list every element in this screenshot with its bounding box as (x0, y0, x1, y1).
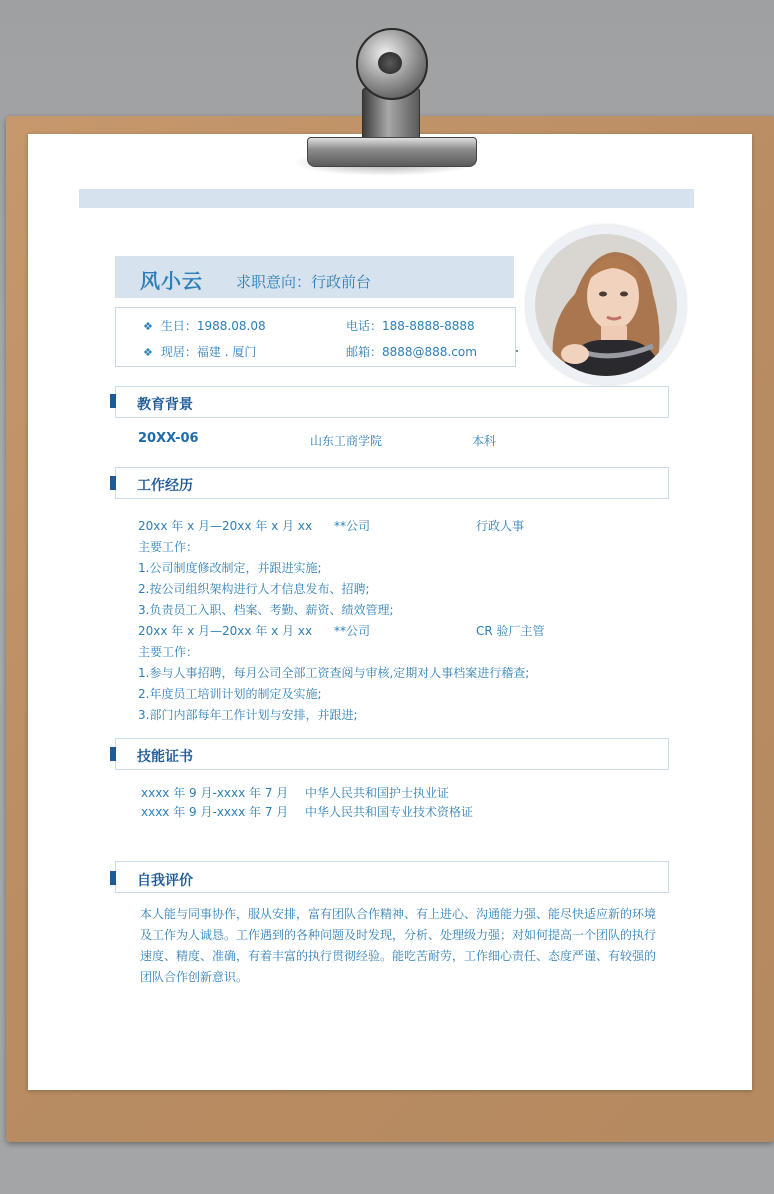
skill-period: xxxx 年 9 月-xxxx 年 7 月 (141, 805, 289, 819)
job-company: **公司 (334, 624, 371, 638)
self-eval-header-box (115, 861, 669, 893)
binder-clip-hole (378, 52, 402, 74)
skill-cert: 中华人民共和国护士执业证 (305, 786, 450, 800)
job-period: 20xx 年 x 月—20xx 年 x 月 xx (138, 624, 313, 638)
job-intent: 求职意向：行政前台 (236, 273, 372, 291)
profile-photo (535, 234, 677, 376)
education-date: 20XX-06 (138, 431, 199, 446)
self-eval-text: 本人能与同事协作，服从安排，富有团队合作精神、有上进心、沟通能力强、能尽快适应新的环境及工作为人诚恳。工作遇到的各种问题及时发现，分析、处理级力强；对如何提高一个团队的执行速度、精度、准确，有着丰富的执行贯彻经验。能吃苦耐劳，工作细心责任、态度严谨、有较强的团队合作创新意识。 (140, 907, 657, 984)
skill-cert: 中华人民共和国专业技术资格证 (305, 805, 474, 819)
residence-text: 现居：福建 . 厦门 (160, 345, 257, 359)
phone-text: 电话：188-8888-8888 (346, 319, 475, 333)
section-marker (110, 871, 116, 885)
job-position: CR 验厂主管 (476, 624, 545, 638)
top-decor-band (79, 189, 694, 208)
diamond-bullet-icon: ❖ (143, 346, 153, 359)
job-duty: 1.参与人事招聘，每月公司全部工资查阅与审核,定期对人事档案进行稽查; (138, 666, 530, 680)
job-duty: 2.按公司组织架构进行人才信息发布、招聘; (138, 582, 370, 596)
job-period: 20xx 年 x 月—20xx 年 x 月 xx (138, 519, 313, 533)
birthday-text: 生日：1988.08.08 (160, 319, 266, 333)
education-header-box (115, 386, 669, 418)
section-marker (110, 394, 116, 408)
work-title: 工作经历 (137, 478, 193, 494)
self-eval-title: 自我评价 (137, 873, 193, 889)
diamond-bullet-icon: ❖ (143, 320, 153, 333)
job-duties-label: 主要工作： (138, 540, 199, 554)
work-header-box (115, 467, 669, 499)
email-text: 邮箱：8888@888.com (346, 345, 477, 359)
candidate-name: 风小云 (140, 269, 203, 293)
job-duties-label: 主要工作： (138, 645, 199, 659)
job-duty: 1.公司制度修改制定，并跟进实施; (138, 561, 322, 575)
job-position: 行政人事 (476, 519, 525, 533)
education-school: 山东工商学院 (310, 434, 383, 448)
skills-header-box (115, 738, 669, 770)
birthday-item (143, 317, 266, 334)
job-duty: 3.负责员工入职、档案、考勤、薪资、绩效管理; (138, 603, 394, 617)
skills-title: 技能证书 (137, 749, 193, 765)
section-marker (110, 476, 116, 490)
job-duty: 3.部门内部每年工作计划与安排，并跟进; (138, 708, 358, 722)
binder-clip-base (307, 137, 477, 167)
education-degree: 本科 (472, 434, 497, 448)
residence-item (143, 343, 256, 360)
job-company: **公司 (334, 519, 371, 533)
skill-period: xxxx 年 9 月-xxxx 年 7 月 (141, 786, 289, 800)
section-marker (110, 747, 116, 761)
job-duty: 2.年度员工培训计划的制定及实施; (138, 687, 322, 701)
education-title: 教育背景 (137, 397, 193, 413)
stray-dot (516, 350, 518, 352)
